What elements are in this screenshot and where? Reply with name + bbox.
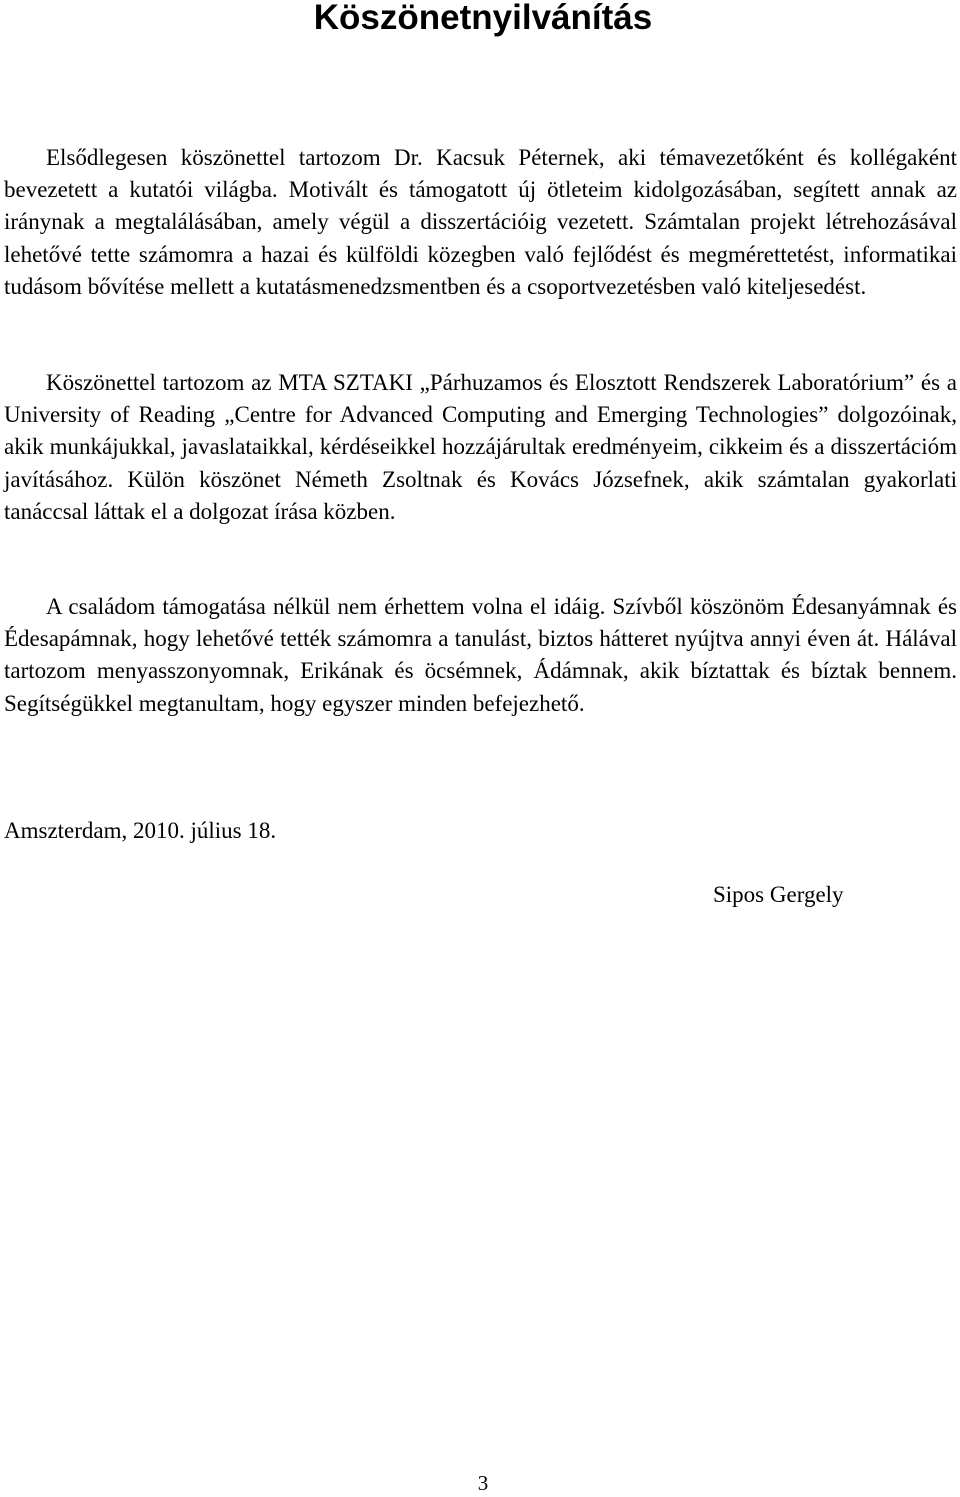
page-number: 3 [477, 1471, 489, 1495]
place-and-date: Amszterdam, 2010. július 18. [4, 818, 277, 843]
paragraph-supervisor: Elsődlegesen köszönettel tartozom Dr. Kacsuk Péternek, aki témavezetőként és kollégaként bevezetett a kutatói világba. Motivált és támogatott új ötleteim kidolgozásában, segített annak az iránynak a megtalálásában, amely végül a disszertációig vezetett. Számtalan projekt létrehozásával lehetővé tette számomra a hazai és külföldi közegben való fejlődést és megmérettetést, informatikai tudásom bővítése mellett a kutatásmenedzsmentben és a csoportvezetésben való kiteljesedést. [4, 145, 957, 299]
paragraph-family: A családom támogatása nélkül nem érhettem volna el idáig. Szívből köszönöm Édesanyámnak és Édesapámnak, hogy lehetővé tették számomra a tanulást, biztos hátteret nyújtva annyi éven át. Hálával tartozom menyasszonyomnak, Erikának és öcsémnek, Ádámnak, akik bíztattak és bíztak bennem. Segítségükkel megtanultam, hogy egyszer minden befejezhető. [4, 594, 957, 716]
paragraph-colleagues: Köszönettel tartozom az MTA SZTAKI „Párhuzamos és Elosztott Rendszerek Laboratórium” és a University of Reading „Centre for Advanced Computing and Emerging Technologies” dolgozóinak, akik munkájukkal, javaslataikkal, kérdéseikkel hozzájárultak eredményeim, cikkeim és a disszertációm javításához. Külön köszönet Németh Zsoltnak és Kovács Józsefnek, akik számtalan gyakorlati tanáccsal láttak el a dolgozat írása közben. [4, 370, 957, 524]
page-title: Köszönetnyilvánítás [313, 0, 653, 37]
author-signature: Sipos Gergely [713, 882, 844, 907]
